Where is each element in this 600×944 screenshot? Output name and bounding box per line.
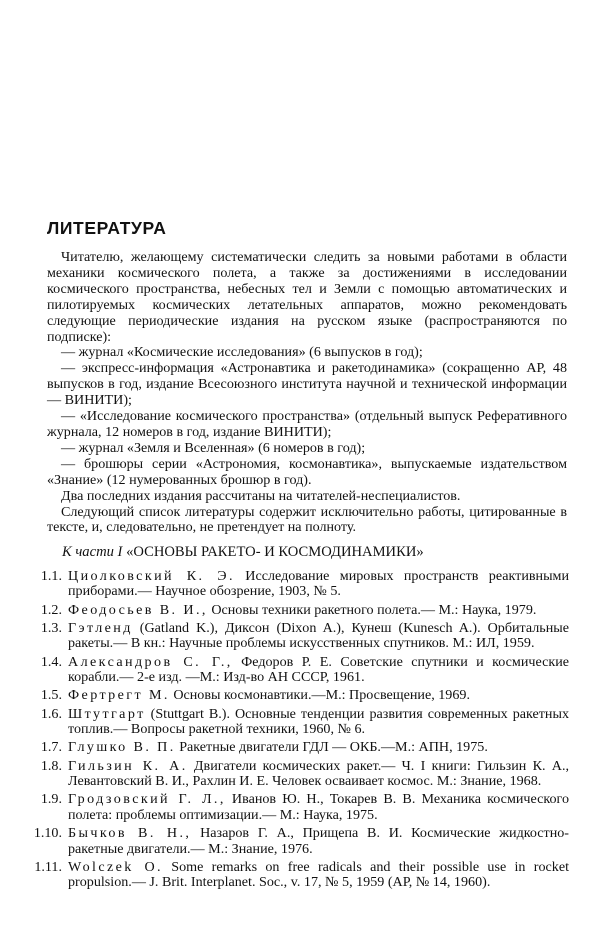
periodical-item: — «Исследование космического пространства» (отдельный выпуск Реферативного журнала, 12 номеров в год, издание ВИНИТИ); (47, 408, 567, 440)
reference-body: Some remarks on free radicals and their possible use in rocket propulsion.— J. Brit. Interplanet. Soc., v. 17, № 5, 1959 (АР, № 14, 1960). (68, 858, 569, 891)
reference-text (68, 621, 569, 652)
reference-item (28, 621, 569, 652)
reference-item (28, 826, 569, 857)
reference-author: Wolczek O. (68, 858, 163, 875)
reference-text (68, 707, 569, 738)
periodical-item: — экспресс-информация «Астронавтика и ракетодинамика» (сокращенно АР, 48 выпусков в год, издание Всесоюзного института научной и технической информации — ВИНИТИ); (47, 360, 567, 409)
reference-author: Гродзовский Г. Л., (68, 791, 226, 808)
periodical-item: — журнал «Космические исследования» (6 выпусков в год); (61, 344, 423, 361)
reference-item (28, 792, 569, 823)
reference-author: Александров С. Г., (68, 653, 233, 670)
reference-list (28, 569, 569, 894)
reference-body: Основы техники ракетного полета.— М.: Наука, 1979. (207, 601, 537, 618)
intro-note: Следующий список литературы содержит исключительно работы, цитированные в тексте, и, следовательно, не претендует на полноту. (47, 503, 567, 536)
reference-number: 1.1. (40, 568, 62, 584)
reference-number: 1.4. (40, 653, 62, 670)
reference-author: Гильзин К. А. (68, 757, 188, 774)
section-prefix: К части I (62, 544, 123, 560)
reference-number: 1.5. (40, 687, 62, 704)
reference-author: Фертрегт М. (68, 687, 170, 704)
periodical-item: — брошюры серии «Астрономия, космонавтика», выпускаемые издательством «Знание» (12 нумерованных брошюр в год). (47, 455, 567, 488)
intro-text (47, 250, 567, 536)
reference-author: Гэтленд (68, 620, 133, 636)
reference-number: 1.9. (40, 791, 62, 808)
reference-number: 1.10. (33, 825, 62, 842)
reference-number: 1.11. (34, 858, 62, 875)
reference-body: Федоров Р. Е. Советские спутники и космические корабли.— 2-е изд. —М.: Изд-во АН СССР, 1961. (68, 653, 569, 686)
reference-number: 1.6. (40, 705, 62, 722)
reference-text (68, 569, 569, 600)
reference-body: Ракетные двигатели ГДЛ — ОКБ.—М.: АПН, 1975. (175, 739, 488, 756)
section-title (62, 544, 424, 561)
reference-body: Назаров Г. А., Прищепа В. И. Космические жидкостно-ракетные двигатели.— М.: Знание, 1976. (68, 825, 569, 857)
reference-number: 1.3. (40, 620, 62, 636)
reference-body: Иванов Ю. Н., Токарев В. В. Механика космического полета: проблемы оптимизации.— М.: Наука, 1975. (68, 791, 570, 823)
reference-text (68, 826, 569, 857)
reference-text (68, 740, 569, 755)
reference-author: Бычков В. Н., (68, 825, 192, 842)
periodical-item: — журнал «Земля и Вселенная» (6 номеров в год); (61, 439, 366, 456)
reference-number: 1.7. (40, 739, 62, 756)
reference-item (28, 688, 569, 703)
reference-item (28, 759, 569, 790)
reference-number: 1.8. (40, 757, 62, 774)
reference-item (28, 707, 569, 738)
reference-number: 1.2. (40, 601, 62, 618)
reference-body: Двигатели космических ракет.— Ч. I книги: Гильзин К. А., Левантовский В. И., Рахлин И. Е. Человек осваивает космос. М.: Знание, 1968. (68, 757, 569, 790)
reference-item (28, 740, 569, 755)
reference-text (68, 759, 569, 790)
section-name: «ОСНОВЫ РАКЕТО- И КОСМОДИНАМИКИ» (122, 544, 424, 560)
reference-body: (Gatland K.), Диксон (Dixon A.), Кунеш (Kunesch A.). Орбитальные ракеты.— В кн.: Научные проблемы искусственных спутников. М.: ИЛ, 1959. (68, 620, 569, 652)
reference-text (68, 860, 569, 891)
reference-body: Основы космонавтики.—М.: Просвещение, 1969. (169, 687, 470, 704)
reference-item (28, 603, 569, 618)
reference-item (28, 655, 569, 686)
reference-author: Глушко В. П. (68, 739, 176, 756)
reference-text (68, 792, 569, 823)
reference-author: Штутгарт (68, 705, 146, 722)
reference-text (68, 655, 569, 686)
reference-text (68, 688, 569, 703)
reference-body: Исследование мировых пространств реактивными приборами.— Научное обозрение, 1903, № 5. (68, 568, 569, 600)
reference-text (68, 603, 569, 618)
intro-paragraph: Читателю, желающему систематически следить за новыми работами в области механики космического полета, а также за достижениями в исследовании космического пространства, небесных тел и Земли с помощью автоматических и пилотируемых космических летательных аппаратов, можно рекомендовать следующие периодические издания на русском языке (распространяются по подписке): (47, 249, 567, 345)
page-heading: ЛИТЕРАТУРА (47, 218, 167, 238)
reference-item (28, 569, 569, 600)
intro-note: Два последних издания рассчитаны на читателей-неспециалистов. (61, 487, 461, 504)
reference-author: Циолковский К. Э. (68, 568, 235, 584)
reference-author: Феодосьев В. И., (68, 601, 208, 618)
reference-body: (Stuttgart B.). Основные тенденции развития современных ракетных топлив.— Вопросы ракетной техники, 1960, № 6. (68, 705, 569, 738)
reference-item (28, 860, 569, 891)
